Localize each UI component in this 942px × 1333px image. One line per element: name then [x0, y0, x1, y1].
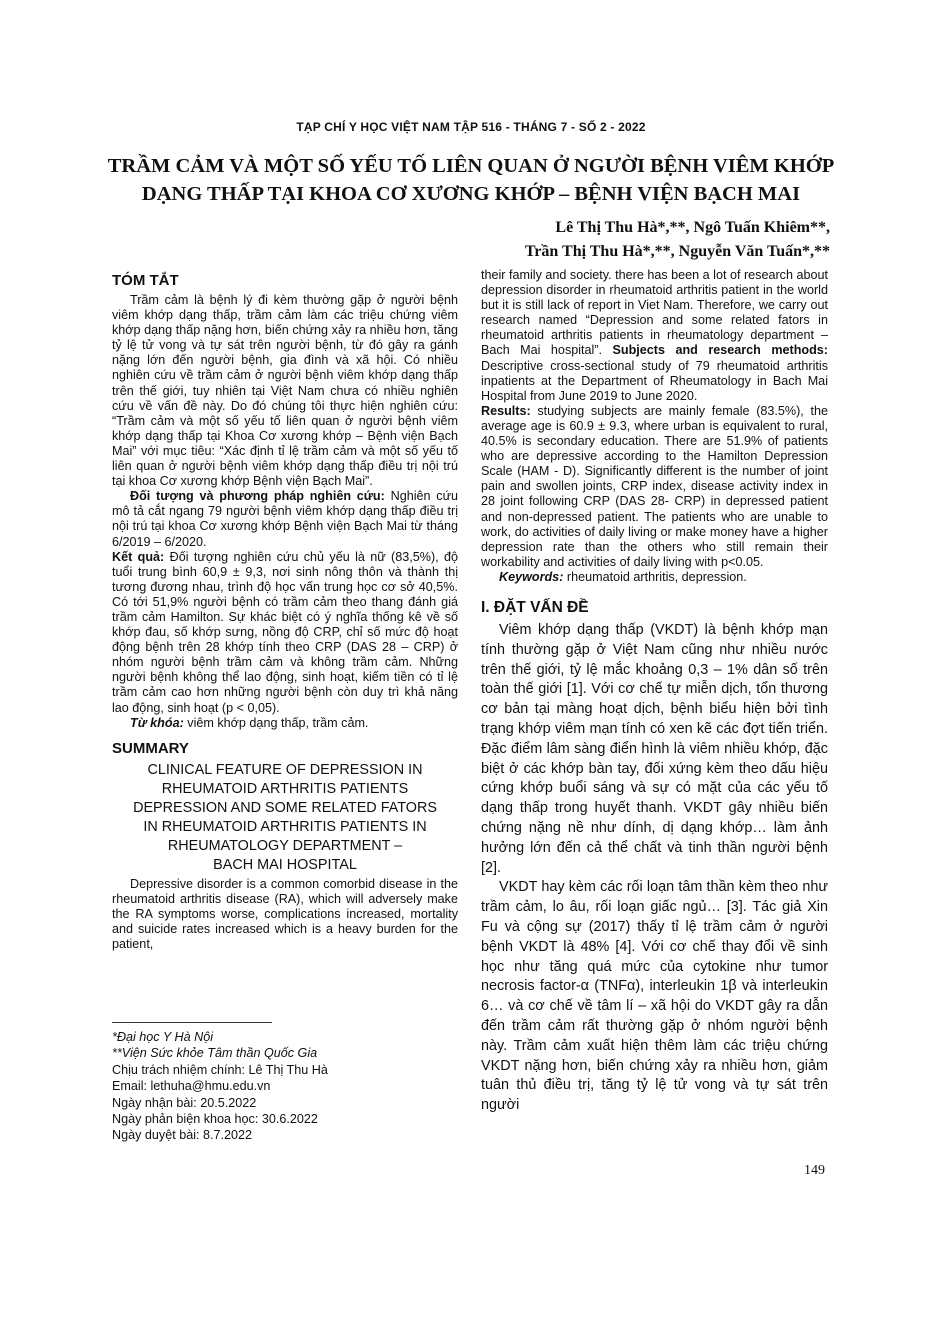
summary-methods-label: Subjects and research methods: [612, 343, 828, 358]
summary-results-text: studying subjects are mainly female (83.5%), the average age is 60.9 ± 9.3, where urban is equivalent to rural, 40.5% is secondary education. There are 51.9% of patients who are depressive according to the Hamilton Depression Scale (HAM - D). Significantly different is the number of joint pain and swollen joints, CRP index, disease activity index in 28 joint following CRP (DAS 28- CRP) in depressed patient and non-depressed patient. The patients who are unable to work, do activities of daily living or make money have a higher depression rate than the others who still remain their workability and activities of daily living with p<0.05. [481, 403, 828, 569]
footnote-divider [112, 1022, 272, 1023]
methods-label: Đối tượng và phương pháp nghiên cứu: [130, 489, 385, 504]
keywords-text: viêm khớp dạng thấp, trầm cảm. [187, 715, 369, 730]
methods-text: Nghiên cứu mô tả cắt ngang 79 người bệnh viêm khớp dạng thấp điều trị nội trú tại khoa Cơ xương khớp Bệnh viện Bạch Mai từ tháng 6/2019 – 6/2020. [112, 489, 459, 549]
abstract-vi-heading: TÓM TẮT [112, 272, 179, 289]
abstract-vi-results [112, 550, 458, 716]
section-1-paragraph-2: VKDT hay kèm các rối loạn tâm thần kèm theo như trầm cảm, lo âu, rối loạn giấc ngủ… [3]. Tác giả Xin Fu và cộng sự (2017) thấy tỉ lệ trầm cảm ở người bệnh VKDT là 48% [4]. Với cơ chế thay đổi về sinh học như tăng quá mức của cytokine như tumor necrosis factor-α (TNFα), interleukin 1β và interleukin 6… và cơ chế về tâm lí – xã hội do VKDT gây ra dẫn đến trầm cảm rất thường gặp ở nhóm người bệnh này. Trầm cảm xuất hiện thêm làm các triệu chứng VKDT nặng hơn, biến chứng xảy ra nhiều hơn, giảm tuân thủ điều trị, tăng tỷ lệ tử vong và tự sát trên người [481, 879, 828, 1114]
summary-keywords-label: Keywords: [499, 569, 564, 584]
keywords-label: Từ khóa: [130, 715, 184, 730]
summary-results [481, 404, 828, 570]
article-title [80, 152, 862, 208]
authors-line-1: Lê Thị Thu Hà*,**, Ngô Tuấn Khiêm**, [555, 219, 830, 236]
date-accepted: Ngày duyệt bài: 8.7.2022 [112, 1128, 253, 1143]
abstract-vi-intro: Trầm cảm là bệnh lý đi kèm thường gặp ở người bệnh viêm khớp dạng thấp, trầm cảm làm các triệu chứng viêm khớp dạng thấp nặng hơn, biến chứng xảy ra nhiều hơn, tăng tỷ lệ tử vong và tự sát trên người bệnh, từ đó gây ra gánh nặng lớn đến người bệnh, gia đình và xã hội. Có nhiều nghiên cứu về trầm cảm ở người bệnh viêm khớp dạng thấp trên thế giới, tuy nhiên tại Việt Nam chưa có nhiều nghiên cứu về vấn đề này. Do đó chúng tôi thực hiện nghiên cứu: “Trầm cảm và một số yếu tố liên quan ở người bệnh viêm khớp dạng thấp tại Khoa Cơ xương khớp – Bệnh viện Bạch Mai” với mục tiêu: “Xác định tỉ lệ trầm cảm và một số yếu tố liên quan ở người bệnh viêm khớp dạng thấp điều trị nội trú tại khoa Cơ xương khớp Bệnh viện Bạch Mai”. [112, 293, 458, 489]
summary-title-line: DEPRESSION AND SOME RELATED FATORS [133, 799, 437, 816]
title-line-1: TRẦM CẢM VÀ MỘT SỐ YẾU TỐ LIÊN QUAN Ở NGƯỜI BỆNH VIÊM KHỚP [107, 155, 835, 177]
summary-methods-text: Descriptive cross-sectional study of 79 rheumatoid arthritis inpatients at the Department of Rheumatology in Bach Mai Hospital from June 2019 to June 2020. [481, 358, 828, 403]
summary-intro-left: Depressive disorder is a common comorbid disease in the rheumatoid arthritis disease (RA), which will adversely make the RA symptoms worse, complications increased, mortality and suicide rates increased which is a heavy burden for the patient, [112, 876, 458, 952]
title-line-2: DẠNG THẤP TẠI KHOA CƠ XƯƠNG KHỚP – BỆNH VIỆN BẠCH MAI [141, 183, 801, 205]
summary-title-line: IN RHEUMATOID ARTHRITIS PATIENTS IN [143, 818, 427, 835]
summary-intro-right [481, 268, 828, 404]
summary-keywords [481, 570, 828, 585]
journal-header: TẠP CHÍ Y HỌC VIỆT NAM TẬP 516 - THÁNG 7 - SỐ 2 - 2022 [296, 120, 646, 134]
summary-title-line: RHEUMATOID ARTHRITIS PATIENTS [161, 780, 409, 797]
summary-title-line: RHEUMATOLOGY DEPARTMENT – [167, 837, 403, 854]
section-1-paragraph-1: Viêm khớp dạng thấp (VKDT) là bệnh khớp mạn tính thường gặp ở Việt Nam cũng như nhiều nước trên thế giới, tỷ lệ mắc khoảng 0,3 – 1% dân số trên toàn thế giới [1]. Với cơ chế tự miễn dịch, tổn thương cơ bản tại màng hoạt dịch, bệnh biểu hiện bởi tình trạng khớp viêm mạn tính có xen kẽ các đợt tiến triển. Đặc điểm lâm sàng điển hình là viêm nhiều khớp, đặc biệt ở các khớp bàn tay, đối xứng kèm theo dấu hiệu cứng khớp buổi sáng và sự có mặt của các yếu tố dạng thấp trong huyết thanh. VKDT gây nhiều biến chứng nặng nề như dính, dị dạng khớp… làm ảnh hưởng lớn đến cả thể chất và tinh thần người bệnh [2]. [481, 621, 828, 876]
author-list [525, 216, 830, 264]
results-text: Đối tượng nghiên cứu chủ yếu là nữ (83,5%), độ tuổi trung bình 60,9 ± 9,3, nơi sinh nông thôn và thành thị tương đương nhau, trình độ học vấn trung học cơ sở 40,5%. Có tới 51,9% người bệnh có trầm cảm theo thang đánh giá trầm cảm Hamilton. Sự khác biệt có ý nghĩa thống kê về số khớp đau, số khớp sưng, nồng độ CRP, chỉ số mức độ hoạt động bệnh trên 28 khớp tính theo CRP (DAS 28 – CRP) ở nhóm người bệnh trầm cảm và không trầm cảm. Những người bệnh không thể lao động, sinh hoạt, kiếm tiền có tỉ lệ trầm cảm cao hơn những người bệnh còn duy trì khả năng lao động, sinh hoạt (p < 0,05). [112, 549, 459, 715]
summary-title-line: CLINICAL FEATURE OF DEPRESSION IN [147, 761, 423, 778]
affiliation-1: *Đại học Y Hà Nội [112, 1030, 214, 1044]
abstract-vi-methods [112, 489, 458, 549]
responsible-author: Chịu trách nhiệm chính: Lê Thị Thu Hà [112, 1062, 328, 1077]
summary-heading: SUMMARY [112, 739, 189, 757]
left-column [112, 271, 458, 952]
summary-keywords-text: rheumatoid arthritis, depression. [566, 569, 747, 584]
date-reviewed: Ngày phản biện khoa học: 30.6.2022 [112, 1112, 318, 1127]
authors-line-2: Trần Thị Thu Hà*,**, Nguyễn Văn Tuấn*,** [524, 243, 830, 260]
footnotes [112, 1022, 458, 1144]
abstract-vi-keywords [112, 716, 458, 731]
date-received: Ngày nhận bài: 20.5.2022 [112, 1095, 257, 1110]
affiliation-2: **Viện Sức khỏe Tâm thần Quốc Gia [112, 1046, 318, 1061]
summary-title [112, 761, 458, 875]
contact-email: Email: lethuha@hmu.edu.vn [112, 1079, 271, 1094]
right-column [481, 268, 828, 1116]
summary-results-label: Results: [481, 403, 531, 418]
results-label: Kết quả: [112, 549, 165, 564]
summary-intro-right-text: their family and society. there has been a lot of research about depression disorder in rheumatoid arthritis patient in the world but it is still lack of report in Viet Nam. Therefore, we carry out research named “Depression and some related fators in rheumatoid arthritis patients in rheumatology department – Bach Mai hospital”. [481, 268, 828, 358]
section-1-heading: I. ĐẶT VẤN ĐỀ [481, 598, 589, 616]
summary-title-line: BACH MAI HOSPITAL [213, 856, 357, 873]
page-number: 149 [804, 1163, 825, 1178]
